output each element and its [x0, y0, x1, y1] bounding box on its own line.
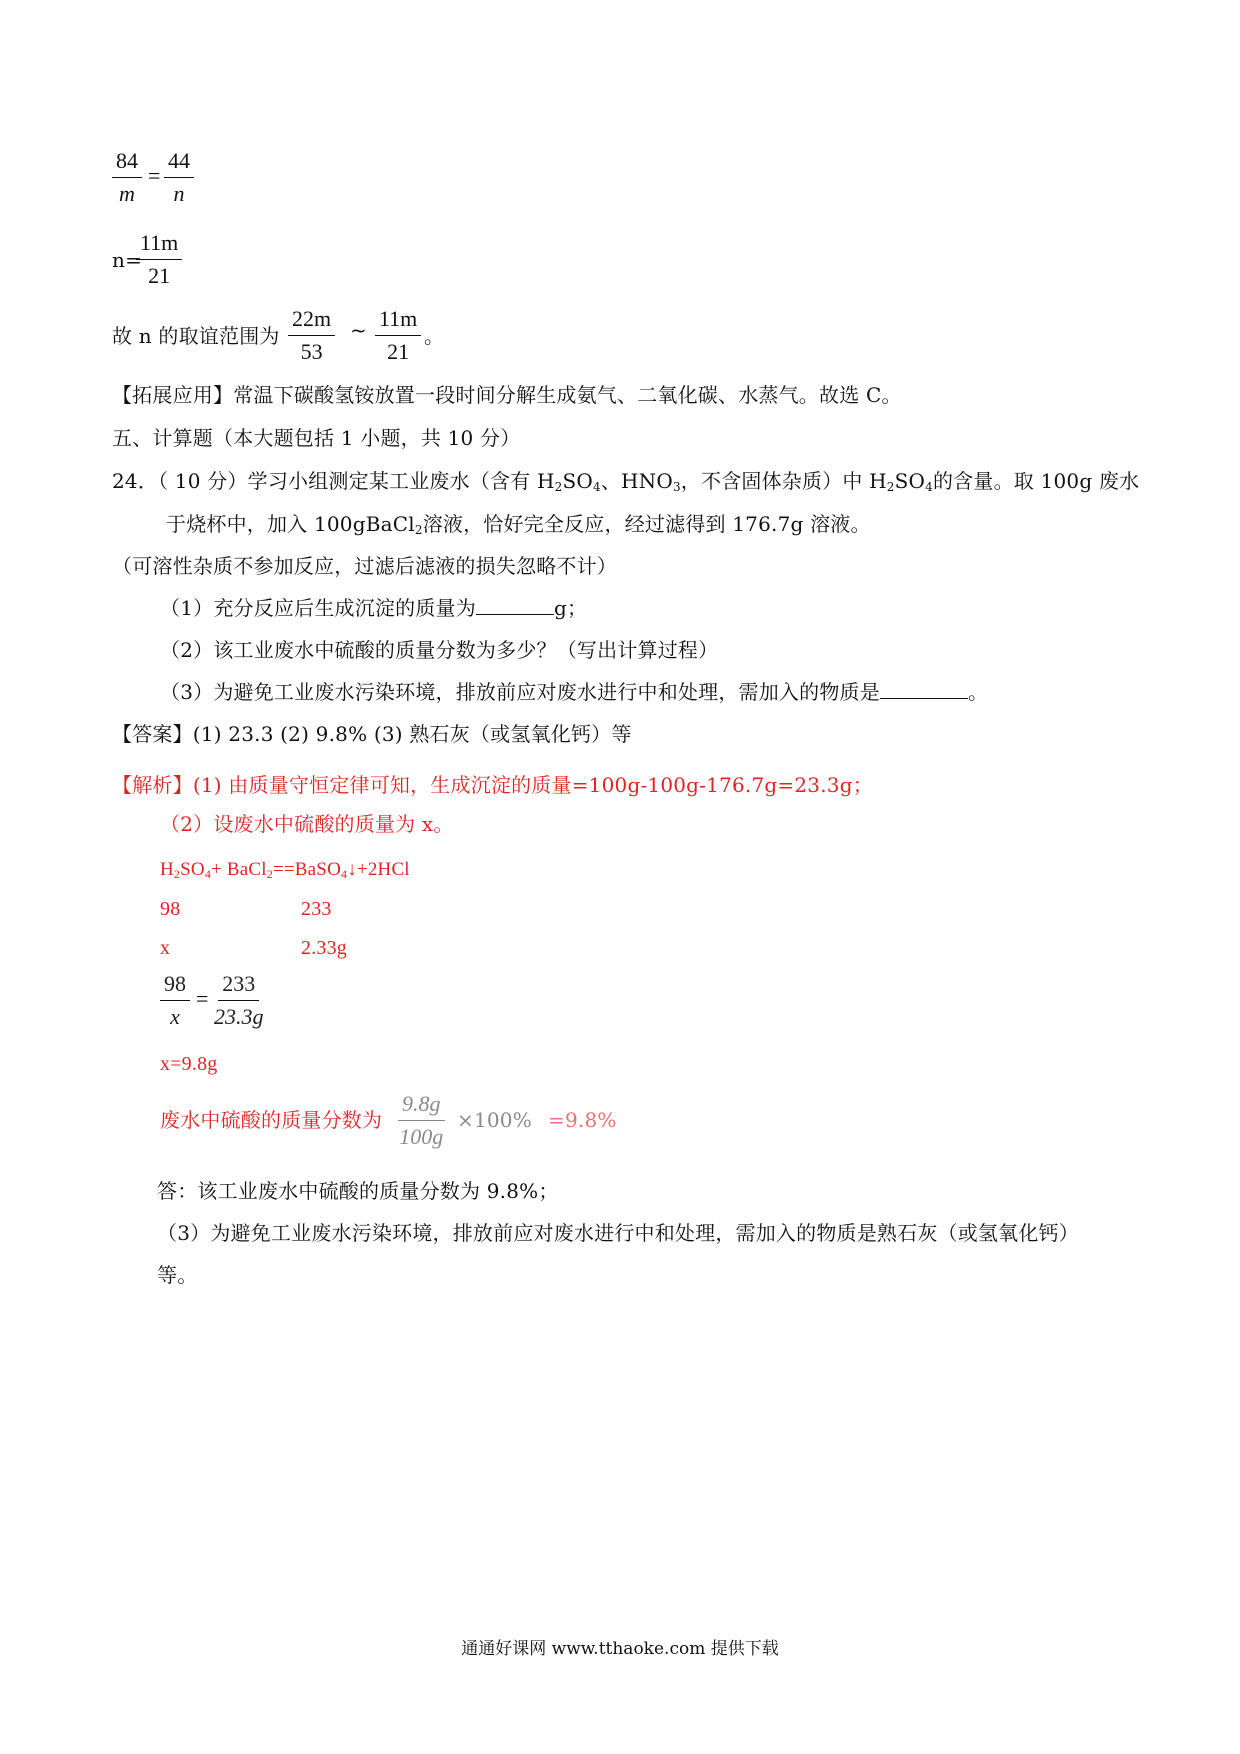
analysis-part-2: （2）设废水中硫酸的质量为 x。 [160, 812, 454, 836]
answer-blank-3 [880, 678, 968, 699]
extension-paragraph: 【拓展应用】常温下碳酸氢铵放置一段时间分解生成氨气、二氧化碳、水蒸气。故选 C。 [112, 383, 902, 407]
analysis-label: 【解析】 [112, 773, 193, 797]
analysis-part-1: 【解析】(1) 由质量守恒定律可知，生成沉淀的质量=100g-100g-176.7g=23.3g； [112, 773, 873, 797]
question-part-2: （2）该工业废水中硫酸的质量分数为多少？（写出计算过程） [160, 638, 719, 662]
ratio-right-233: 233 [301, 898, 332, 920]
ratio-left-98: 98 [160, 898, 181, 920]
question-part-1: （1）充分反应后生成沉淀的质量为 g； [160, 596, 588, 620]
equals-sign: = [148, 163, 161, 188]
question-line-1: 24．（ 10 分）学习小组测定某工业废水（含有 $H_2SO_4$、$HNO_3$，不含固体杂质）中 $H_2SO_4$的含量。取 100g 废水 [112, 469, 1140, 494]
fraction-22m-over-53: $\frac{22m}{53}$ [288, 305, 335, 366]
x-result: x=9.8g [160, 1053, 218, 1075]
ratio-left-x: x [160, 937, 171, 959]
question-line-2: 于烧杯中，加入 100gBaCl$_2$溶液，恰好完全反应，经过滤得到 176.7g 溶液。 [166, 512, 871, 537]
conclusion-line-1: 答：该工业废水中硫酸的质量分数为 9.8%； [157, 1179, 559, 1203]
tilde: ~ [350, 318, 367, 342]
proportion-equals: = [196, 986, 209, 1011]
fraction-11m-over-21: $\frac{11m}{21}$ [136, 229, 182, 290]
fraction-98-over-x: $\frac{98}{x}$ [160, 970, 190, 1031]
answer-line: 【答案】(1) 23.3 (2) 9.8% (3) 熟石灰（或氢氧化钙）等 [112, 722, 632, 746]
conclusion-line-3: 等。 [157, 1263, 198, 1287]
n-equals-label: n= [112, 248, 143, 272]
question-note: （可溶性杂质不参加反应，过滤后滤液的损失忽略不计） [112, 554, 617, 578]
section-title: 五、计算题（本大题包括 1 小题，共 10 分） [112, 426, 521, 450]
range-prefix: 故 n 的取谊范围为 [112, 324, 280, 348]
fraction-44-over-n: $\frac{44}{n}$ [164, 147, 194, 208]
times-100-percent: ×100% [457, 1108, 532, 1132]
mass-fraction-prefix: 废水中硫酸的质量分数为 [160, 1108, 383, 1132]
fraction-84-over-m: $\frac{84}{m}$ [112, 147, 142, 208]
ratio-right-2-33g: 2.33g [301, 937, 347, 959]
page-footer: 通通好课网 www.tthaoke.com 提供下载 [461, 1639, 779, 1659]
answer-blank-1 [476, 594, 554, 615]
chemical-equation: $H_2SO_4+$ BaCl$_2$==BaSO$_4$↓+2HCl [160, 859, 410, 881]
fraction-233-over-23-3g: $\frac{233}{23.3g}$ [214, 971, 264, 1029]
conclusion-line-2: （3）为避免工业废水污染环境，排放前应对废水进行中和处理，需加入的物质是熟石灰（或氢氧化钙） [157, 1221, 1079, 1245]
mass-fraction-result: =9.8% [548, 1108, 617, 1132]
fraction-9-8g-over-100g: $\frac{9.8g}{100g}$ [399, 1091, 444, 1149]
range-suffix: 。 [424, 324, 445, 348]
fraction-11m-over-21-range: $\frac{11m}{21}$ [375, 305, 421, 366]
question-part-3: （3）为避免工业废水污染环境，排放前应对废水进行中和处理，需加入的物质是 。 [160, 680, 989, 704]
